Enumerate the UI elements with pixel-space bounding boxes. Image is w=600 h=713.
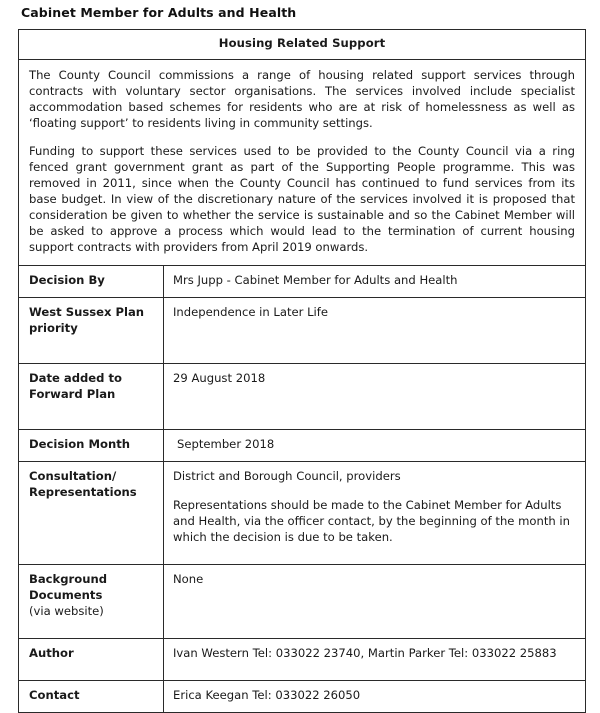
value-plan-priority: Independence in Later Life [164, 297, 586, 363]
value-decision-by: Mrs Jupp - Cabinet Member for Adults and Health [164, 265, 586, 297]
value-date-added: 29 August 2018 [164, 363, 586, 429]
table-row-author [19, 638, 586, 680]
label-decision-by: Decision By [19, 265, 164, 297]
table-row-plan-priority [19, 297, 586, 363]
description-paragraph-1: The County Council commissions a range of housing related support services through contracts with voluntary sector organisations. The services involved include specialist accommodation based schemes for residents who are at risk of homelessness as well as ‘floating support’ to residents living in community settings. [29, 67, 576, 130]
label-plan-priority: West Sussex Plan priority [19, 297, 164, 363]
table-row-decision-month [19, 429, 586, 461]
table-row-consultation [19, 461, 586, 564]
value-author: Ivan Western Tel: 033022 23740, Martin Parker Tel: 033022 25883 [164, 638, 586, 680]
table-row-contact [19, 680, 586, 712]
decision-summary-table [18, 29, 586, 713]
table-row-date-added [19, 363, 586, 429]
table-row-title [19, 30, 586, 60]
label-date-added: Date added to Forward Plan [19, 363, 164, 429]
value-background-documents: None [164, 564, 586, 638]
table-row-background-documents [19, 564, 586, 638]
value-decision-month: September 2018 [164, 429, 586, 461]
label-background-documents-sub: (via website) [29, 603, 104, 618]
table-row-description [19, 59, 586, 265]
label-contact: Contact [19, 680, 164, 712]
label-consultation: Consultation/ Representations [19, 461, 164, 564]
label-background-documents [19, 564, 164, 638]
consultation-line-1: District and Borough Council, providers [173, 468, 401, 483]
consultation-line-2: Representations should be made to the Cabinet Member for Adults and Health, via the officer contact, by the beginning of the month in which the decision is due to be taken. [173, 497, 570, 544]
description-paragraph-2: Funding to support these services used to be provided to the County Council via a ring fenced grant government grant as part of the Supporting People programme. This was removed in 2011, since when the County Council has continued to fund services from its base budget. In view of the discretionary nature of the services involved it is proposed that consideration be given to whether the service is sustainable and so the Cabinet Member will be asked to approve a process which would lead to the termination of current housing support contracts with providers from April 2019 onwards. [29, 143, 576, 254]
description-cell [19, 59, 586, 265]
page-title: Cabinet Member for Adults and Health [21, 5, 297, 20]
value-consultation [164, 461, 586, 564]
table-title: Housing Related Support [19, 30, 586, 60]
label-background-documents-main: Background Documents [29, 571, 108, 602]
label-author: Author [19, 638, 164, 680]
table-row-decision-by [19, 265, 586, 297]
value-contact: Erica Keegan Tel: 033022 26050 [164, 680, 586, 712]
label-decision-month: Decision Month [19, 429, 164, 461]
